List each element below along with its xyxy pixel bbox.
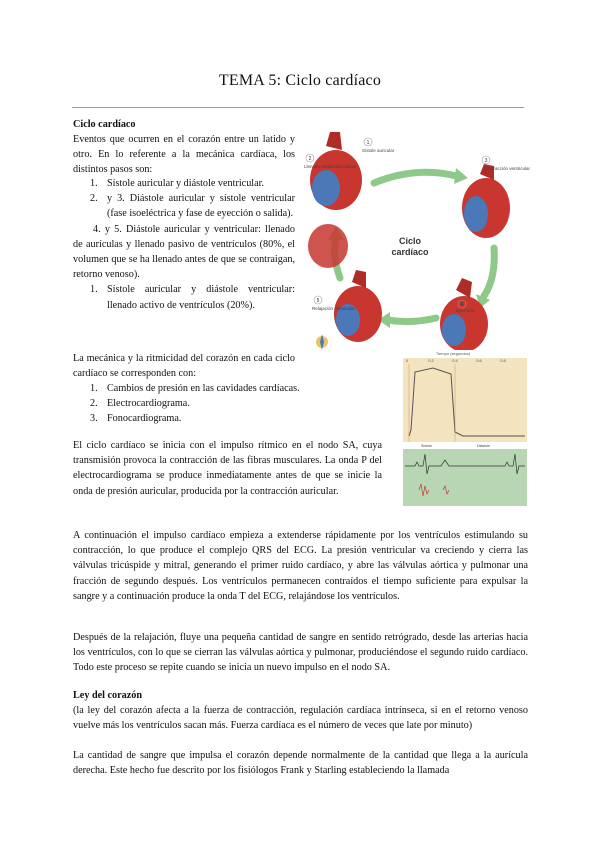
paragraph-sa-node: El ciclo cardíaco se inicia con el impulso rítmico en el nodo SA, cuya transmisión provoca la contracción de las fibras musculares. La onda P del electrocardiograma se produce inmediatamente antes de que se inicie la onda de presión auricular, producida por la contracción auricular. <box>73 440 382 497</box>
list-item: 2. y 3. Diástole auricular y sístole ventricular (fase isoeléctrica y fase de eyección o salida). <box>90 193 295 220</box>
list-item: 4. y 5. Diástole auricular y ventricular: llenado de aurículas y llenado pasivo de ventrículos (80%, el volumen que se ha llenado antes de que se contraigan, retorno venoso). <box>73 223 296 281</box>
rhythm-intro: La mecánica y la ritmicidad del corazón en cada ciclo cardíaco se corresponden con: <box>73 353 295 380</box>
rhythm-list <box>73 381 373 427</box>
ecg-panel <box>403 449 527 506</box>
paragraph-qrs: A continuación el impulso cardíaco empieza a extenderse rápidamente por los ventrículos estimulando su contracción, lo que produce el complejo QRS del ECG. La presión ventricular va creciendo y cierra las válvulas tricúspide y mitral, generando el primer ruido cardíaco, y abre las válvulas aórtica y pulmonar una fracción de segundo después. Los ventrículos permanecen contraídos el tiempo suficiente para expulsar la sangre y a continuación produce la onda T del ECG, relajándose los ventrículos. <box>73 530 528 602</box>
step-label: Contracción ventricular <box>484 166 531 171</box>
axis-label: Tiempo (segundos) <box>435 351 471 356</box>
center-label: cardíaco <box>391 247 429 257</box>
list-item: 2. Electrocardiograma. <box>90 398 190 410</box>
phase-label: Diástole <box>477 444 490 448</box>
step-label: Eyección <box>456 308 475 313</box>
step-label: Llenado ventricular pasivo <box>304 164 357 169</box>
list-item: 3. Fonocardiograma. <box>90 413 182 425</box>
cardiac-cycle-diagram <box>296 128 531 356</box>
intro-paragraph: Eventos que ocurren en el corazón entre un latido y otro. En lo referente a la mecánica cardíaca, los distintos pasos son: <box>73 134 295 176</box>
step-number: 4 <box>460 302 464 308</box>
steps-list <box>73 176 295 313</box>
step-number: 5 <box>316 298 320 304</box>
section-heading-ley: Ley del corazón <box>73 690 143 701</box>
tick-label: 0 <box>405 358 409 363</box>
center-label: Ciclo <box>398 236 422 246</box>
pressure-ecg-chart <box>393 350 527 506</box>
heart-illustration <box>308 224 348 268</box>
page-title: TEMA 5: Ciclo cardíaco <box>218 72 382 89</box>
list-item: 1. Cambios de presión en las cavidades cardíacas. <box>90 383 300 394</box>
tick-label: 0.8 <box>500 358 506 363</box>
paragraph-ley-2: La cantidad de sangre que impulsa el corazón depende normalmente de la cantidad que llega a la aurícula derecha. Este hecho fue descrito por los fisiólogos Frank y Starling estableciendo la llamada <box>73 750 528 777</box>
step-number: 3 <box>484 158 488 164</box>
step-label: Relajación ventricular <box>312 306 356 311</box>
paragraph-relaxation: Después de la relajación, fluye una pequeña cantidad de sangre en sentido retrógrado, desde las arterias hacia los ventrículos, con lo que se cierran las válvulas aórtica y pulmonar, produciéndose el segundo ruido cardíaco. Todo este proceso se repite cuando se inicia un nuevo impulso en el nodo SA. <box>73 632 528 674</box>
tick-label: 0.6 <box>476 358 482 363</box>
section-heading-ciclo: Ciclo cardíaco <box>73 119 136 130</box>
tick-label: 0.4 <box>452 358 458 363</box>
cycle-arrow <box>388 318 436 322</box>
phase-label: Sístole <box>421 444 432 448</box>
tick-label: 0.2 <box>428 358 434 363</box>
title-divider <box>72 107 524 108</box>
paragraph-ley-1: (la ley del corazón afecta a la fuerza de contracción, regulación cardíaca intrínseca, si en el retorno venoso vuelve más los ventrículos sacan más. Fuerza cardíaca es el número de veces que late por minuto) <box>73 705 528 732</box>
step-number: 1 <box>366 140 370 146</box>
step-number: 2 <box>308 156 312 162</box>
list-item: 1. Sístole auricular y diástole ventricular. <box>90 178 265 189</box>
step-label: Sístole auricular <box>362 148 395 153</box>
list-item: 1. Sístole auricular y diástole ventricular: llenado activo de ventrículos (20%). <box>90 284 295 311</box>
